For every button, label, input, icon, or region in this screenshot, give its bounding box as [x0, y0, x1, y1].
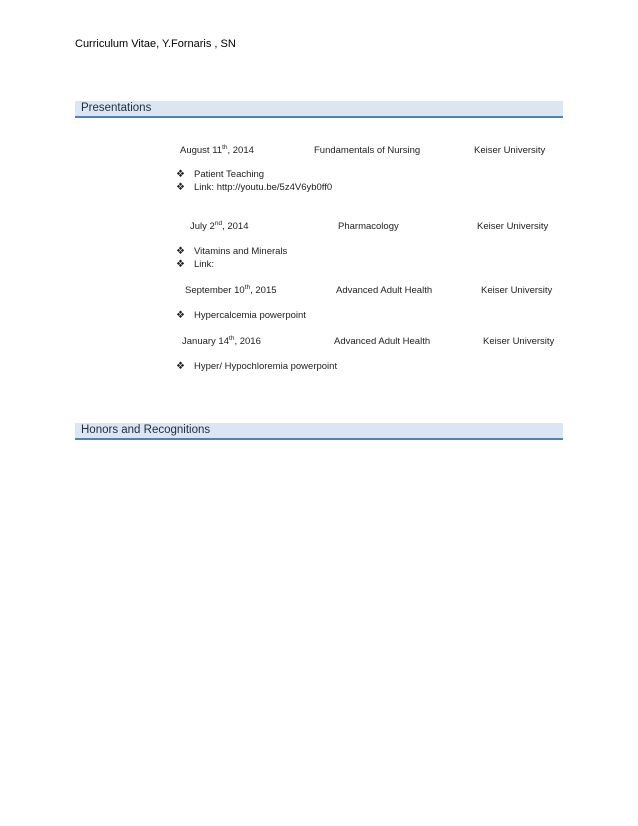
entry-date: September 10th, 2015 — [185, 283, 277, 296]
section-header-presentations — [75, 101, 563, 118]
diamond-bullet-icon: ❖ — [176, 182, 185, 193]
list-item: Vitamins and Minerals — [194, 246, 288, 257]
diamond-bullet-icon: ❖ — [176, 259, 185, 270]
section-header-honors — [75, 423, 563, 440]
list-item: Link: http://youtu.be/5z4V6yb0ff0 — [194, 182, 333, 193]
diamond-bullet-icon: ❖ — [176, 361, 185, 372]
entry-course: Advanced Adult Health — [336, 285, 433, 296]
entry-date: July 2nd, 2014 — [190, 219, 249, 232]
entry-course: Fundamentals of Nursing — [314, 145, 421, 156]
entry-institution: Keiser University — [483, 336, 555, 347]
document-header: Curriculum Vitae, Y.Fornaris , SN — [75, 38, 236, 50]
entry-institution: Keiser University — [474, 145, 546, 156]
entry-date: August 11th, 2014 — [180, 143, 254, 156]
section-title: Honors and Recognitions — [81, 424, 211, 436]
diamond-bullet-icon: ❖ — [176, 310, 185, 321]
entry-course: Pharmacology — [338, 221, 399, 232]
diamond-bullet-icon: ❖ — [176, 246, 185, 257]
list-item: Patient Teaching — [194, 169, 265, 180]
entry-date: January 14th, 2016 — [182, 334, 261, 347]
diamond-bullet-icon: ❖ — [176, 169, 185, 180]
list-item: Hypercalcemia powerpoint — [194, 310, 306, 321]
entry-institution: Keiser University — [477, 221, 549, 232]
list-item: Link: — [194, 259, 215, 270]
entry-institution: Keiser University — [481, 285, 553, 296]
entry-course: Advanced Adult Health — [334, 336, 431, 347]
section-title: Presentations — [81, 102, 152, 114]
list-item: Hyper/ Hypochloremia powerpoint — [194, 361, 338, 372]
